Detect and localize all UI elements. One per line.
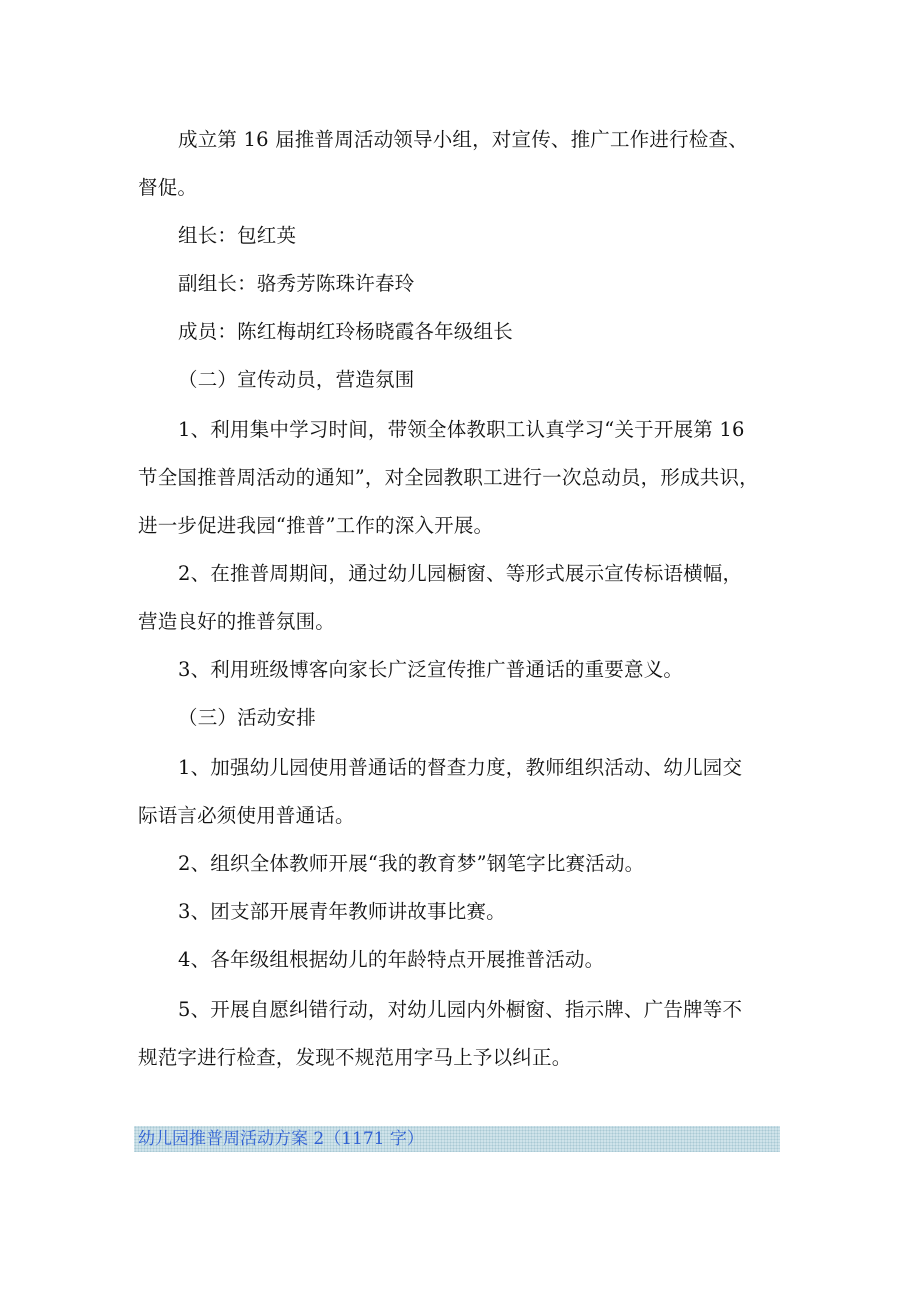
text-line: 5、开展自愿纠错行动，对幼儿园内外橱窗、指示牌、广告牌等不 [178, 998, 743, 1021]
section-heading-bar [134, 1126, 780, 1152]
text-line: 成员：陈红梅胡红玲杨晓霞各年级组长 [178, 320, 513, 343]
text-line: 营造良好的推普氛围。 [138, 610, 336, 633]
text-line: 2、组织全体教师开展“我的教育梦”钢笔字比赛活动。 [178, 852, 645, 875]
subheading-activity-schedule [138, 694, 788, 742]
text-line: 际语言必须使用普通话。 [138, 804, 355, 827]
text-line: 组长：包红英 [178, 224, 297, 247]
text-line: 1、加强幼儿园使用普通话的督查力度，教师组织活动、幼儿园交 [178, 756, 743, 779]
paragraph-item-2-banners [138, 550, 788, 646]
text-line: 3、利用班级博客向家长广泛宣传推广普通话的重要意义。 [178, 658, 684, 681]
text-line: （二）宣传动员，营造氛围 [178, 368, 415, 391]
paragraph-activity-4 [138, 936, 788, 984]
paragraph-activity-3 [138, 888, 788, 936]
text-line: 4、各年级组根据幼儿的年龄特点开展推普活动。 [178, 948, 605, 971]
text-line: 进一步促进我园“推普”工作的深入开展。 [138, 514, 494, 537]
paragraph-item-3-blog [138, 646, 788, 694]
text-line: 成立第 16 届推普周活动领导小组，对宣传、推广工作进行检查、 [178, 128, 748, 151]
section-heading-title: 幼儿园推普周活动方案 2（1171 字） [138, 1129, 424, 1149]
paragraph-deputy-leader [138, 260, 788, 308]
paragraph-group-leader [138, 212, 788, 260]
text-line: 规范字进行检查，发现不规范用字马上予以纠正。 [138, 1046, 572, 1069]
text-line: 督促。 [138, 176, 198, 199]
subheading-publicity [138, 356, 788, 404]
paragraph-item-1-study [138, 406, 788, 550]
text-line: 副组长：骆秀芳陈珠许春玲 [178, 272, 415, 295]
paragraph-activity-1 [138, 744, 788, 840]
text-line: 1、利用集中学习时间，带领全体教职工认真学习“关于开展第 16 [178, 418, 745, 441]
text-line: 3、团支部开展青年教师讲故事比赛。 [178, 900, 506, 923]
text-line: 2、在推普周期间，通过幼儿园橱窗、等形式展示宣传标语横幅， [178, 562, 743, 585]
paragraph-leadership-group [138, 116, 788, 212]
paragraph-activity-2 [138, 840, 788, 888]
text-line: （三）活动安排 [178, 706, 316, 729]
paragraph-activity-5 [138, 986, 788, 1082]
text-line: 节全国推普周活动的通知”，对全园教职工进行一次总动员，形成共识， [138, 466, 759, 489]
paragraph-members [138, 308, 788, 356]
